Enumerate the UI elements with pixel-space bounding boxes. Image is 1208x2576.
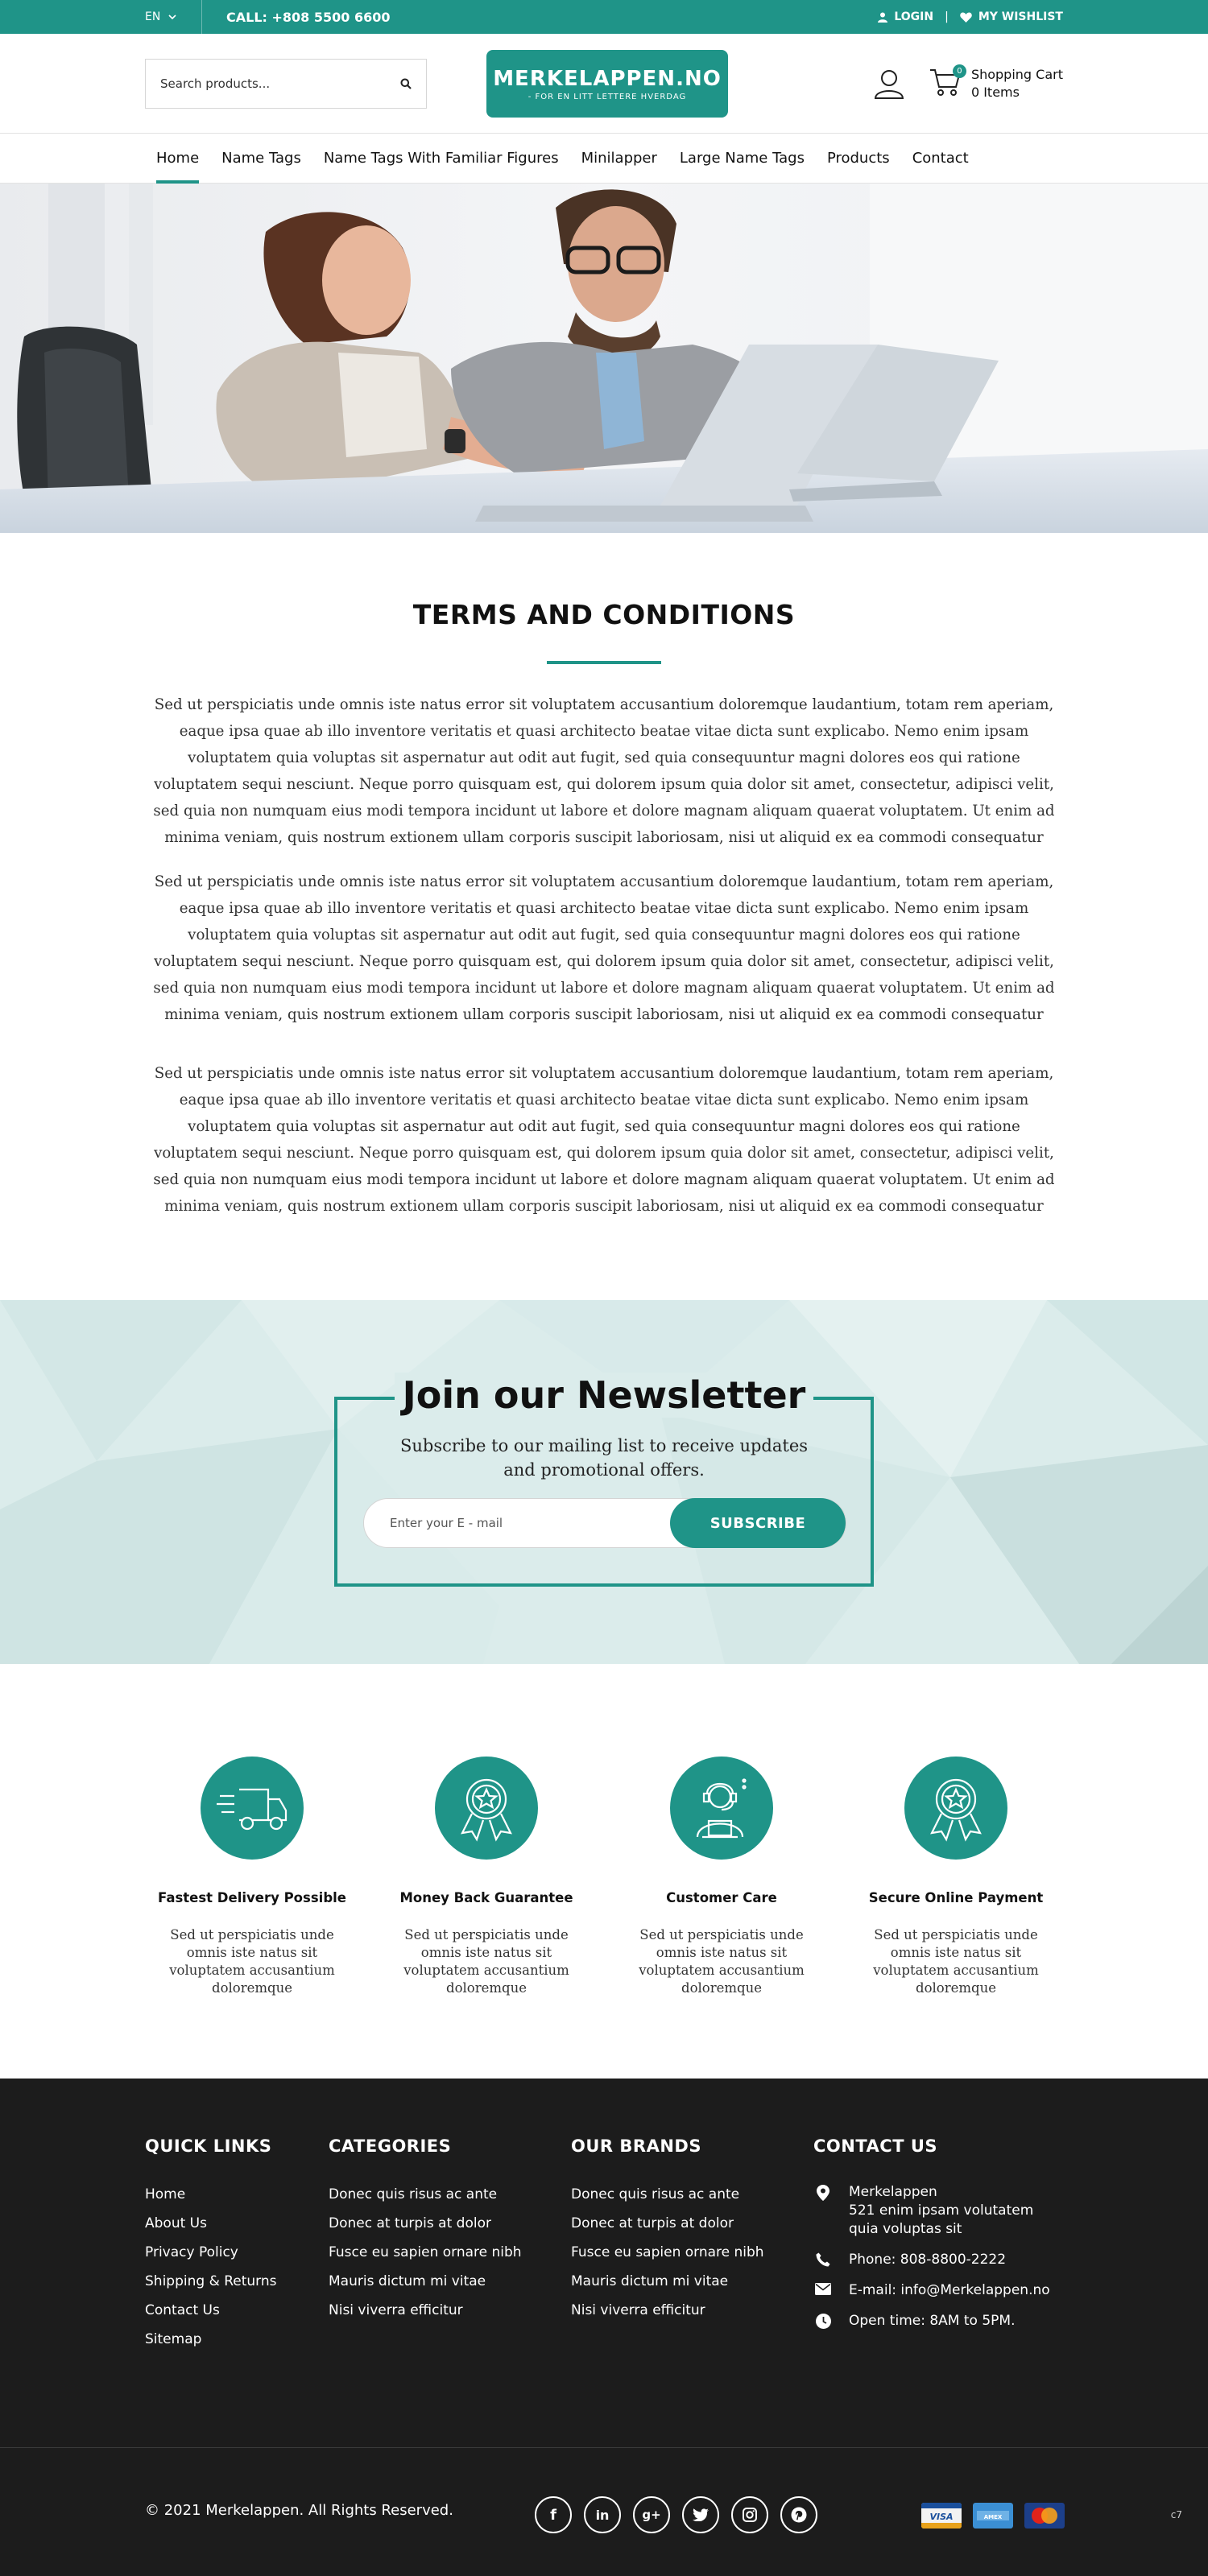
contact-email: E-mail: info@Merkelappen.no bbox=[849, 2282, 1050, 2298]
top-divider bbox=[201, 0, 202, 34]
language-label: EN bbox=[145, 10, 161, 23]
corner-label: c7 bbox=[1170, 2509, 1182, 2520]
cart-count-badge: 0 bbox=[953, 64, 966, 78]
search-input[interactable] bbox=[160, 76, 400, 91]
site-footer bbox=[0, 2079, 1208, 2447]
nav-item-minilapper[interactable]: Minilapper bbox=[581, 150, 657, 167]
payment-methods bbox=[921, 2503, 1065, 2529]
terms-paragraph: Sed ut perspiciatis unde omnis iste natus error sit voluptatem accusantium doloremque laudantium, totam rem aperiam, eaque ipsa quae ab illo inventore veritatis et quasi architecto beatae vitae dicta sunt explicabo. Nemo enim ipsam voluptatem quia voluptas sit aspernatur aut odit aut fugit, sed quia consequuntur magni dolores eos qui ratione voluptatem sequi nesciunt. Neque porro quisquam est, qui dolorem ipsum quia dolor sit amet, consectetur, adipisci velit, sed quia non numquam eius modi tempora incidunt ut labore et dolore magnam aliquam quaerat voluptatem. Ut enim ad minima veniam, quis nostrum extionem ullam corporis suscipit laboriosam, nisi ut aliquid ex ea commodi consequatur bbox=[153, 873, 1055, 1023]
heart-icon bbox=[960, 12, 972, 23]
page-title: TERMS AND CONDITIONS bbox=[412, 599, 796, 630]
login-link[interactable] bbox=[878, 10, 933, 23]
footer-link[interactable]: Nisi viverra efficitur bbox=[571, 2302, 705, 2318]
language-selector[interactable] bbox=[145, 10, 201, 23]
chevron-down-icon bbox=[168, 14, 176, 20]
main-nav bbox=[0, 134, 1208, 184]
account-icon[interactable] bbox=[873, 68, 905, 100]
subscribe-button[interactable]: SUBSCRIBE bbox=[670, 1498, 846, 1548]
footer-link[interactable]: Sitemap bbox=[145, 2331, 202, 2347]
support-agent-icon bbox=[691, 1776, 752, 1840]
cart-items: 0 Items bbox=[970, 85, 1020, 100]
envelope-icon bbox=[815, 2283, 831, 2295]
footer-brands bbox=[571, 2136, 764, 2325]
feature-item bbox=[155, 1757, 349, 1997]
footer-link[interactable]: Privacy Policy bbox=[145, 2244, 238, 2260]
clock-icon bbox=[816, 2314, 831, 2329]
nav-item-name-tags[interactable]: Name Tags bbox=[221, 150, 301, 167]
footer-heading: CATEGORIES bbox=[329, 2136, 452, 2156]
feature-title: Customer Care bbox=[666, 1890, 777, 1905]
award-badge-icon bbox=[454, 1773, 519, 1843]
copyright: © 2021 Merkelappen. All Rights Reserved. bbox=[145, 2502, 453, 2519]
logo-tagline: - FOR EN LITT LETTERE HVERDAG bbox=[527, 92, 687, 101]
delivery-truck-icon bbox=[217, 1783, 288, 1833]
footer-bottom-bar bbox=[0, 2447, 1208, 2576]
footer-link[interactable]: Donec quis risus ac ante bbox=[329, 2186, 498, 2202]
site-logo[interactable] bbox=[486, 50, 728, 118]
svg-text:AMEX: AMEX bbox=[983, 2514, 1003, 2520]
footer-link[interactable]: Shipping & Returns bbox=[145, 2273, 277, 2289]
phone-icon bbox=[816, 2252, 830, 2267]
feature-text: Sed ut perspiciatis unde omnis iste natus sit voluptatem accusantium doloremque bbox=[169, 1927, 335, 1996]
contact-address-line: quia voluptas sit bbox=[849, 2221, 962, 2237]
feature-title: Fastest Delivery Possible bbox=[158, 1890, 346, 1905]
award-badge-icon bbox=[924, 1773, 988, 1843]
svg-text:VISA: VISA bbox=[929, 2512, 954, 2522]
logo-title: MERKELAPPEN.NO bbox=[493, 66, 722, 91]
contact-phone: Phone: 808-8800-2222 bbox=[849, 2252, 1007, 2268]
newsletter-form bbox=[363, 1498, 846, 1548]
mastercard-icon bbox=[1024, 2503, 1065, 2529]
footer-heading: QUICK LINKS bbox=[145, 2136, 272, 2156]
social-links bbox=[535, 2496, 817, 2533]
google-plus-icon[interactable]: g+ bbox=[633, 2496, 670, 2533]
newsletter-subtitle-line2: and promotional offers. bbox=[503, 1460, 705, 1480]
contact-address-name: Merkelappen bbox=[849, 2184, 937, 2200]
instagram-icon[interactable] bbox=[731, 2496, 768, 2533]
nav-item-home[interactable]: Home bbox=[156, 134, 199, 184]
nav-item-large-name-tags[interactable]: Large Name Tags bbox=[679, 150, 805, 167]
twitter-icon[interactable] bbox=[682, 2496, 719, 2533]
footer-link[interactable]: Donec at turpis at dolor bbox=[571, 2215, 734, 2231]
footer-link[interactable]: Contact Us bbox=[145, 2302, 220, 2318]
title-underline bbox=[547, 661, 661, 664]
login-label: LOGIN bbox=[894, 10, 934, 23]
call-number: CALL: +808 5500 6600 bbox=[226, 9, 391, 25]
shopping-cart[interactable] bbox=[929, 66, 1063, 101]
feature-text: Sed ut perspiciatis unde omnis iste natus sit voluptatem accusantium doloremque bbox=[403, 1927, 569, 1996]
feature-title: Money Back Guarantee bbox=[399, 1890, 573, 1905]
search-icon[interactable] bbox=[400, 78, 412, 89]
features-section bbox=[0, 1664, 1208, 2079]
wishlist-link[interactable] bbox=[960, 10, 1063, 23]
footer-link[interactable]: Fusce eu sapien ornare nibh bbox=[571, 2244, 764, 2260]
terms-paragraph: Sed ut perspiciatis unde omnis iste natus error sit voluptatem accusantium doloremque laudantium, totam rem aperiam, eaque ipsa quae ab illo inventore veritatis et quasi architecto beatae vitae dicta sunt explicabo. Nemo enim ipsam voluptatem quia voluptas sit aspernatur aut odit aut fugit, sed quia consequuntur magni dolores eos qui ratione voluptatem sequi nesciunt. Neque porro quisquam est, qui dolorem ipsum quia dolor sit amet, consectetur, adipisci velit, sed quia non numquam eius modi tempora incidunt ut labore et dolore magnam aliquam quaerat voluptatem. Ut enim ad minima veniam, quis nostrum extionem ullam corporis suscipit laboriosam, nisi ut aliquid ex ea commodi consequatur bbox=[153, 1065, 1055, 1215]
map-pin-icon bbox=[817, 2185, 829, 2201]
site-header bbox=[0, 34, 1208, 134]
footer-categories bbox=[329, 2136, 522, 2325]
footer-link[interactable]: Mauris dictum mi vitae bbox=[571, 2273, 729, 2289]
terms-section bbox=[0, 533, 1208, 1220]
top-bar bbox=[0, 0, 1208, 34]
linkedin-icon[interactable]: in bbox=[584, 2496, 621, 2533]
newsletter-subtitle-line1: Subscribe to our mailing list to receive updates bbox=[399, 1436, 809, 1455]
feature-item bbox=[859, 1757, 1053, 1997]
nav-item-contact[interactable]: Contact bbox=[912, 150, 969, 167]
newsletter-email-input[interactable] bbox=[390, 1516, 656, 1530]
contact-hours: Open time: 8AM to 5PM. bbox=[849, 2313, 1016, 2329]
nav-item-name-tags-familiar-figures[interactable]: Name Tags With Familiar Figures bbox=[323, 150, 559, 167]
hero-illustration bbox=[0, 184, 1208, 533]
feature-item bbox=[390, 1757, 583, 1997]
facebook-icon[interactable]: f bbox=[535, 2496, 572, 2533]
feature-text: Sed ut perspiciatis unde omnis iste natus sit voluptatem accusantium doloremque bbox=[873, 1927, 1039, 1996]
search-box bbox=[145, 59, 427, 109]
feature-title: Secure Online Payment bbox=[868, 1890, 1044, 1905]
footer-link[interactable]: Donec quis risus ac ante bbox=[571, 2186, 740, 2202]
footer-heading: OUR BRANDS bbox=[571, 2136, 701, 2156]
footer-link[interactable]: Donec at turpis at dolor bbox=[329, 2215, 491, 2231]
wishlist-label: MY WISHLIST bbox=[978, 10, 1063, 23]
hero-banner-image bbox=[0, 184, 1208, 533]
terms-paragraph: Sed ut perspiciatis unde omnis iste natus error sit voluptatem accusantium doloremque laudantium, totam rem aperiam, eaque ipsa quae ab illo inventore veritatis et quasi architecto beatae vitae dicta sunt explicabo. Nemo enim ipsam voluptatem quia voluptas sit aspernatur aut odit aut fugit, sed quia consequuntur magni dolores eos qui ratione voluptatem sequi nesciunt. Neque porro quisquam est, qui dolorem ipsum quia dolor sit amet, consectetur, adipisci velit, sed quia non numquam eius modi tempora incidunt ut labore et dolore magnam aliquam quaerat voluptatem. Ut enim ad minima veniam, quis nostrum extionem ullam corporis suscipit laboriosam, nisi ut aliquid ex ea commodi consequatur bbox=[153, 696, 1055, 846]
footer-link[interactable]: Nisi viverra efficitur bbox=[329, 2302, 463, 2318]
footer-quick-links bbox=[145, 2136, 277, 2354]
newsletter-box bbox=[334, 1373, 874, 1587]
newsletter-section bbox=[0, 1300, 1208, 1664]
feature-item bbox=[625, 1757, 818, 1997]
newsletter-title: Join our Newsletter bbox=[395, 1373, 814, 1418]
footer-link[interactable]: About Us bbox=[145, 2215, 207, 2231]
pinterest-icon[interactable] bbox=[780, 2496, 817, 2533]
nav-item-products[interactable]: Products bbox=[826, 150, 890, 167]
user-icon bbox=[878, 12, 887, 23]
visa-card-icon bbox=[921, 2503, 962, 2529]
top-separator: | bbox=[945, 10, 949, 23]
footer-heading: CONTACT US bbox=[813, 2136, 938, 2156]
footer-link[interactable]: Home bbox=[145, 2186, 186, 2202]
amex-card-icon bbox=[973, 2503, 1013, 2529]
feature-text: Sed ut perspiciatis unde omnis iste natus sit voluptatem accusantium doloremque bbox=[639, 1927, 805, 1996]
footer-link[interactable]: Fusce eu sapien ornare nibh bbox=[329, 2244, 522, 2260]
cart-label: Shopping Cart bbox=[970, 67, 1063, 82]
contact-address-line: 521 enim ipsam volutatem bbox=[849, 2202, 1034, 2219]
footer-link[interactable]: Mauris dictum mi vitae bbox=[329, 2273, 486, 2289]
footer-contact bbox=[813, 2136, 1050, 2343]
